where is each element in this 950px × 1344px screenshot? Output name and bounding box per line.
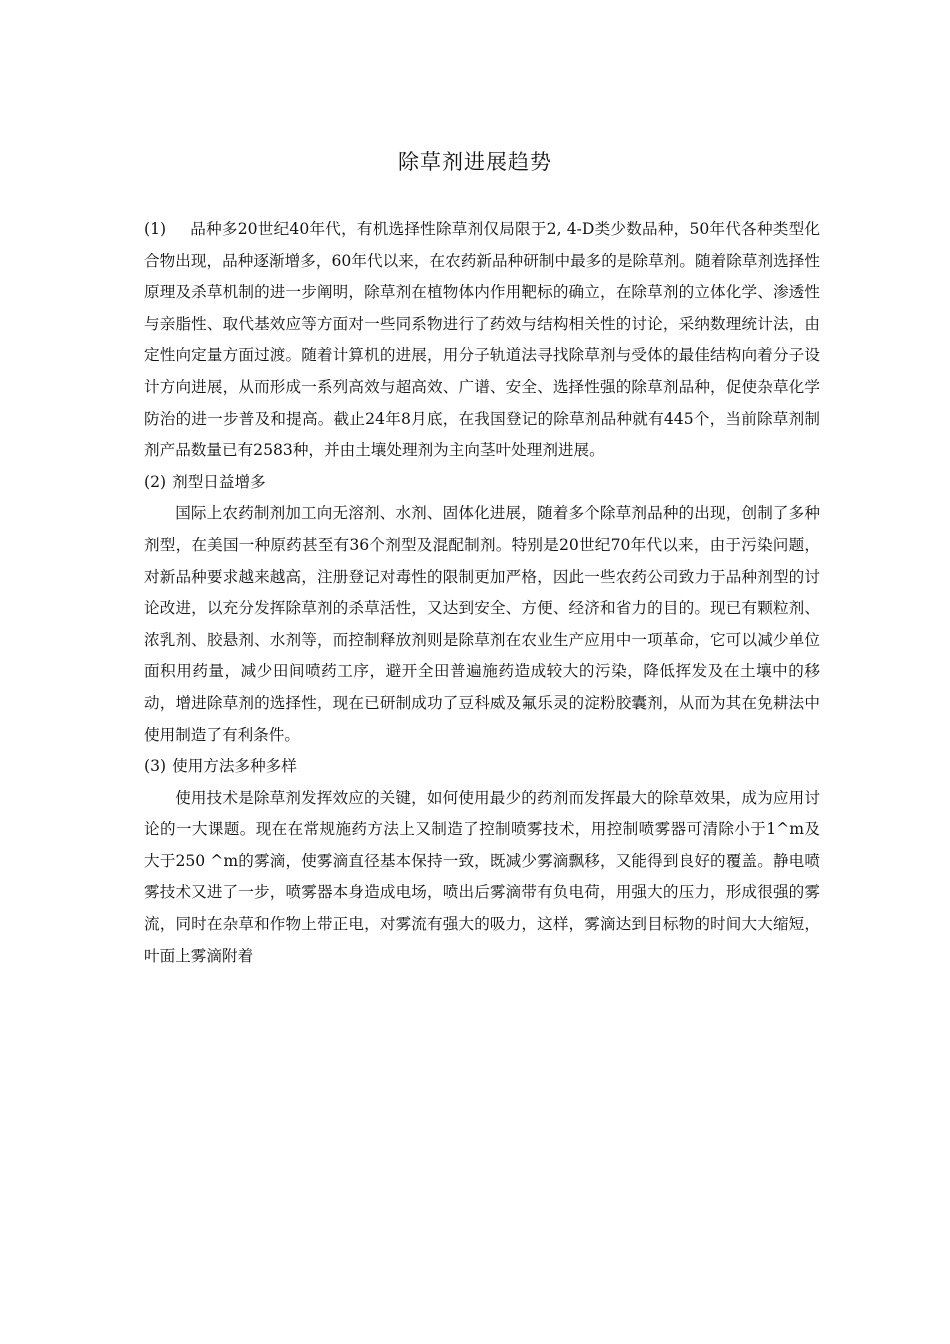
- section-3-heading-line: [144, 751, 820, 783]
- section-3-paragraph: 使用技术是除草剂发挥效应的关键，如何使用最少的药剂而发挥最大的除草效果，成为应用讨论的一大课题。现在在常规施药方法上又制造了控制喷雾技术，用控制喷雾器可清除小于1^m及大于250 ^m的雾滴，使雾滴直径基本保持一致，既减少雾滴飘移，又能得到良好的覆盖。静电喷雾技术又进了一步，喷雾器本身造成电场，喷出后雾滴带有负电荷，用强大的压力，形成很强的雾流，同时在杂草和作物上带正电，对雾流有强大的吸力，这样，雾滴达到目标物的时间大大缩短，叶面上雾滴附着: [144, 788, 820, 965]
- section-1-text: 品种多20世纪40年代，有机选择性除草剂仅局限于2, 4-D类少数品种，50年代各种类型化合物出现，品种逐渐增多，60年代以来，在农药新品种研制中最多的是除草剂。随着除草剂选择性原理及杀草机制的进一步阐明，除草剂在植物体内作用靶标的确立，在除草剂的立体化学、渗透性与亲脂性、取代基效应等方面对一些同系物进行了药效与结构相关性的讨论，采纳数理统计法，由定性向定量方面过渡。随着计算机的进展，用分子轨道法寻找除草剂与受体的最佳结构向着分子设计方向进展，从而形成一系列高效与超高效、广谱、安全、选择性强的除草剂品种，促使杂草化学防治的进一步普及和提高。截止24年8月底，在我国登记的除草剂品种就有445个，当前除草剂制剂产品数量已有2583种，并由土壤处理剂为主向茎叶处理剂进展。: [144, 220, 820, 460]
- section-2-paragraph: 国际上农药制剂加工向无溶剂、水剂、固体化进展，随着多个除草剂品种的出现，创制了多种剂型，在美国一种原药甚至有36个剂型及混配制剂。特别是20世纪70年代以来，由于污染问题，对新品种要求越来越高，注册登记对毒性的限制更加严格，因此一些农药公司致力于品种剂型的讨论改进，以充分发挥除草剂的杀草活性，又达到安全、方便、经济和省力的目的。现已有颗粒剂、浓乳剂、胶悬剂、水剂等，而控制释放剂则是除草剂在农业生产应用中一项革命，它可以减少单位面积用药量，减少田间喷药工序，避开全田普遍施药造成较大的污染，降低挥发及在土壤中的移动，增进除草剂的选择性，现在已研制成功了豆科威及氟乐灵的淀粉胶囊剂，从而为其在免耕法中使用制造了有利条件。: [144, 504, 820, 744]
- section-1-number: (1): [144, 220, 167, 238]
- section-2-number: (2): [144, 472, 167, 491]
- section-2-heading-line: [144, 467, 820, 499]
- document-title: 除草剂进展趋势: [398, 150, 552, 174]
- document-body: [144, 214, 820, 972]
- section-3-number: (3): [144, 757, 167, 776]
- section-2-heading: 剂型日益增多: [172, 472, 266, 491]
- section-1-paragraph: [144, 214, 820, 467]
- section-3-heading: 使用方法多种多样: [172, 757, 297, 776]
